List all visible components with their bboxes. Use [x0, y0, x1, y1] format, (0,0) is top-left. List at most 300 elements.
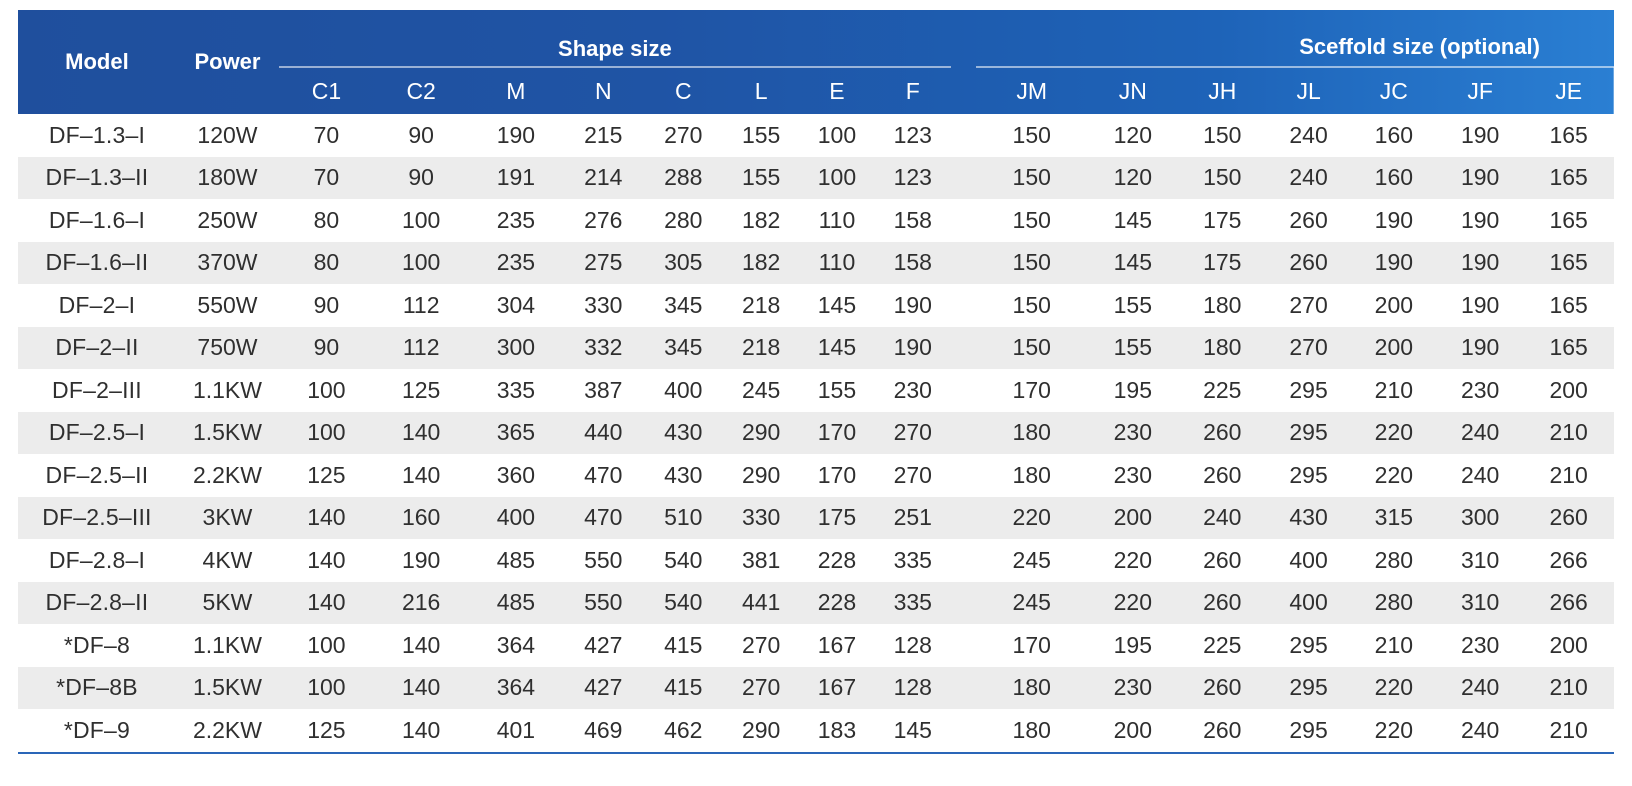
shape-size-cell: 123 — [875, 157, 951, 200]
scaffold-size-cell: 150 — [976, 284, 1088, 327]
shape-size-cell: 275 — [563, 242, 643, 285]
shape-size-cell: 332 — [563, 327, 643, 370]
shape-size-cell: 145 — [875, 709, 951, 753]
model-cell: DF–2–II — [18, 327, 176, 370]
shape-size-cell: 345 — [643, 327, 723, 370]
scaffold-size-cell: 225 — [1178, 624, 1266, 667]
shape-column-header: E — [829, 77, 845, 104]
scaffold-size-cell: 190 — [1351, 199, 1437, 242]
shape-size-cell: 125 — [374, 369, 469, 412]
shape-size-cell: 364 — [469, 667, 564, 710]
shape-size-cell: 128 — [875, 624, 951, 667]
row-gap — [951, 497, 976, 540]
table-body — [18, 114, 1614, 753]
scaffold-size-cell: 210 — [1351, 624, 1437, 667]
scaffold-size-cell: 245 — [976, 582, 1088, 625]
shape-size-cell: 214 — [563, 157, 643, 200]
model-cell: *DF–8B — [18, 667, 176, 710]
shape-size-cell: 540 — [643, 539, 723, 582]
scaffold-size-cell: 210 — [1523, 412, 1614, 455]
shape-size-cell: 270 — [875, 454, 951, 497]
shape-size-cell: 140 — [374, 624, 469, 667]
scaffold-size-cell: 195 — [1088, 369, 1179, 412]
power-cell: 1.5KW — [176, 412, 279, 455]
shape-size-cell: 100 — [374, 242, 469, 285]
scaffold-size-cell: 220 — [1351, 412, 1437, 455]
model-cell: DF–2.8–II — [18, 582, 176, 625]
shape-size-cell: 427 — [563, 624, 643, 667]
shape-size-cell: 304 — [469, 284, 564, 327]
shape-size-cell: 364 — [469, 624, 564, 667]
model-header: Model — [65, 49, 129, 74]
scaffold-size-cell: 200 — [1523, 624, 1614, 667]
power-cell: 2.2KW — [176, 454, 279, 497]
table-row — [18, 114, 1614, 157]
shape-size-cell: 345 — [643, 284, 723, 327]
shape-size-cell: 155 — [723, 114, 799, 157]
shape-size-cell: 100 — [279, 624, 374, 667]
table-row — [18, 497, 1614, 540]
scaffold-size-cell: 190 — [1351, 242, 1437, 285]
shape-size-cell: 100 — [279, 412, 374, 455]
shape-size-cell: 100 — [279, 667, 374, 710]
scaffold-size-cell: 220 — [1088, 539, 1179, 582]
model-cell: DF–1.6–II — [18, 242, 176, 285]
scaffold-size-header: Sceffold size (optional) — [976, 10, 1614, 67]
shape-size-cell: 218 — [723, 284, 799, 327]
table-row — [18, 284, 1614, 327]
shape-size-cell: 140 — [374, 709, 469, 753]
shape-size-cell: 167 — [799, 667, 875, 710]
header-group-row — [18, 10, 1614, 67]
scaffold-size-cell: 160 — [1351, 157, 1437, 200]
shape-size-cell: 485 — [469, 539, 564, 582]
scaffold-size-cell: 220 — [1351, 667, 1437, 710]
shape-size-cell: 100 — [279, 369, 374, 412]
scaffold-size-cell: 210 — [1523, 709, 1614, 753]
scaffold-size-cell: 180 — [976, 454, 1088, 497]
power-cell: 250W — [176, 199, 279, 242]
table-row — [18, 412, 1614, 455]
header-gap — [951, 10, 976, 67]
shape-column-header: N — [594, 77, 612, 104]
scaffold-size-cell: 400 — [1266, 582, 1350, 625]
model-cell: *DF–9 — [18, 709, 176, 753]
scaffold-size-cell: 150 — [1178, 114, 1266, 157]
shape-size-cell: 470 — [563, 454, 643, 497]
shape-size-cell: 270 — [643, 114, 723, 157]
power-cell: 4KW — [176, 539, 279, 582]
model-cell: DF–2.5–I — [18, 412, 176, 455]
shape-size-cell: 401 — [469, 709, 564, 753]
scaffold-size-cell: 160 — [1351, 114, 1437, 157]
scaffold-size-cell: 270 — [1266, 327, 1350, 370]
model-cell: DF–2.5–II — [18, 454, 176, 497]
scaffold-size-cell: 180 — [976, 667, 1088, 710]
shape-size-cell: 235 — [469, 199, 564, 242]
table-row — [18, 199, 1614, 242]
scaffold-size-cell: 170 — [976, 624, 1088, 667]
shape-size-cell: 400 — [469, 497, 564, 540]
scaffold-size-cell: 210 — [1523, 667, 1614, 710]
scaffold-size-cell: 240 — [1437, 667, 1523, 710]
scaffold-column-header: JF — [1467, 77, 1493, 104]
table-row — [18, 157, 1614, 200]
shape-size-cell: 427 — [563, 667, 643, 710]
scaffold-size-cell: 145 — [1088, 199, 1179, 242]
table-row — [18, 667, 1614, 710]
shape-size-cell: 70 — [279, 114, 374, 157]
scaffold-size-cell: 240 — [1266, 114, 1350, 157]
model-cell: DF–1.3–II — [18, 157, 176, 200]
power-cell: 2.2KW — [176, 709, 279, 753]
scaffold-column-header: JM — [1016, 77, 1048, 104]
shape-size-cell: 270 — [875, 412, 951, 455]
shape-size-cell: 110 — [799, 199, 875, 242]
scaffold-size-cell: 175 — [1178, 242, 1266, 285]
shape-size-cell: 90 — [374, 114, 469, 157]
power-cell: 1.1KW — [176, 369, 279, 412]
scaffold-size-cell: 150 — [976, 327, 1088, 370]
scaffold-column-header: JN — [1118, 77, 1147, 104]
shape-size-cell: 540 — [643, 582, 723, 625]
scaffold-size-cell: 165 — [1523, 199, 1614, 242]
scaffold-size-cell: 225 — [1178, 369, 1266, 412]
scaffold-size-cell: 430 — [1266, 497, 1350, 540]
scaffold-size-cell: 190 — [1437, 327, 1523, 370]
row-gap — [951, 667, 976, 710]
shape-size-cell: 230 — [875, 369, 951, 412]
scaffold-size-cell: 180 — [1178, 327, 1266, 370]
row-gap — [951, 242, 976, 285]
shape-size-cell: 251 — [875, 497, 951, 540]
shape-size-cell: 125 — [279, 454, 374, 497]
table-row — [18, 242, 1614, 285]
scaffold-size-cell: 230 — [1088, 412, 1179, 455]
shape-column-header: C1 — [311, 77, 342, 104]
shape-size-cell: 182 — [723, 242, 799, 285]
scaffold-size-cell: 190 — [1437, 114, 1523, 157]
shape-size-cell: 112 — [374, 327, 469, 370]
scaffold-size-cell: 165 — [1523, 327, 1614, 370]
scaffold-size-cell: 260 — [1523, 497, 1614, 540]
shape-size-cell: 510 — [643, 497, 723, 540]
shape-size-cell: 167 — [799, 624, 875, 667]
shape-size-cell: 112 — [374, 284, 469, 327]
scaffold-size-cell: 295 — [1266, 709, 1350, 753]
scaffold-size-cell: 260 — [1178, 539, 1266, 582]
shape-size-cell: 80 — [279, 242, 374, 285]
shape-size-cell: 218 — [723, 327, 799, 370]
shape-size-cell: 158 — [875, 242, 951, 285]
scaffold-column-header: JL — [1296, 77, 1321, 104]
shape-column-header: F — [905, 77, 920, 104]
shape-size-cell: 170 — [799, 412, 875, 455]
scaffold-size-cell: 180 — [976, 709, 1088, 753]
scaffold-size-cell: 200 — [1088, 709, 1179, 753]
scaffold-size-cell: 220 — [1088, 582, 1179, 625]
row-gap — [951, 284, 976, 327]
scaffold-size-cell: 190 — [1437, 284, 1523, 327]
shape-size-cell: 430 — [643, 454, 723, 497]
shape-size-cell: 145 — [799, 284, 875, 327]
scaffold-size-cell: 200 — [1088, 497, 1179, 540]
scaffold-size-cell: 210 — [1351, 369, 1437, 412]
scaffold-size-cell: 230 — [1437, 624, 1523, 667]
power-cell: 550W — [176, 284, 279, 327]
table-row — [18, 624, 1614, 667]
power-cell: 180W — [176, 157, 279, 200]
scaffold-size-cell: 230 — [1088, 454, 1179, 497]
shape-size-cell: 190 — [875, 327, 951, 370]
shape-size-cell: 400 — [643, 369, 723, 412]
shape-size-cell: 280 — [643, 199, 723, 242]
shape-size-cell: 190 — [469, 114, 564, 157]
shape-size-cell: 215 — [563, 114, 643, 157]
table-row — [18, 369, 1614, 412]
scaffold-size-cell: 150 — [1178, 157, 1266, 200]
shape-size-cell: 441 — [723, 582, 799, 625]
shape-size-cell: 415 — [643, 624, 723, 667]
scaffold-size-cell: 120 — [1088, 157, 1179, 200]
table-row — [18, 709, 1614, 753]
shape-size-cell: 100 — [799, 157, 875, 200]
scaffold-size-cell: 165 — [1523, 114, 1614, 157]
scaffold-size-cell: 180 — [1178, 284, 1266, 327]
scaffold-size-cell: 155 — [1088, 284, 1179, 327]
shape-size-cell: 90 — [279, 284, 374, 327]
shape-size-cell: 270 — [723, 624, 799, 667]
scaffold-size-cell: 150 — [976, 242, 1088, 285]
shape-size-cell: 155 — [723, 157, 799, 200]
row-gap — [951, 454, 976, 497]
table-row — [18, 582, 1614, 625]
shape-size-cell: 330 — [563, 284, 643, 327]
shape-size-cell: 123 — [875, 114, 951, 157]
shape-size-cell: 335 — [875, 582, 951, 625]
power-cell: 120W — [176, 114, 279, 157]
scaffold-size-cell: 150 — [976, 114, 1088, 157]
model-cell: DF–2.8–I — [18, 539, 176, 582]
shape-size-cell: 470 — [563, 497, 643, 540]
row-gap — [951, 369, 976, 412]
scaffold-size-cell: 295 — [1266, 369, 1350, 412]
scaffold-size-cell: 200 — [1523, 369, 1614, 412]
scaffold-size-cell: 295 — [1266, 667, 1350, 710]
scaffold-size-cell: 260 — [1266, 242, 1350, 285]
scaffold-size-cell: 240 — [1437, 709, 1523, 753]
shape-size-cell: 125 — [279, 709, 374, 753]
scaffold-size-cell: 230 — [1437, 369, 1523, 412]
shape-size-cell: 190 — [374, 539, 469, 582]
spec-table-panel — [18, 10, 1614, 772]
row-gap — [951, 709, 976, 753]
shape-column-header: C — [674, 77, 692, 104]
scaffold-size-cell: 260 — [1178, 582, 1266, 625]
scaffold-size-cell: 170 — [976, 369, 1088, 412]
shape-size-cell: 140 — [374, 412, 469, 455]
model-cell: DF–1.3–I — [18, 114, 176, 157]
shape-size-cell: 175 — [799, 497, 875, 540]
shape-size-cell: 183 — [799, 709, 875, 753]
scaffold-size-cell: 240 — [1437, 454, 1523, 497]
shape-size-cell: 290 — [723, 412, 799, 455]
row-gap — [951, 199, 976, 242]
shape-size-cell: 100 — [374, 199, 469, 242]
shape-column-header: L — [754, 77, 768, 104]
shape-size-cell: 235 — [469, 242, 564, 285]
scaffold-size-cell: 270 — [1266, 284, 1350, 327]
shape-size-cell: 160 — [374, 497, 469, 540]
power-cell: 5KW — [176, 582, 279, 625]
shape-size-cell: 270 — [723, 667, 799, 710]
shape-size-cell: 290 — [723, 454, 799, 497]
scaffold-size-cell: 240 — [1266, 157, 1350, 200]
shape-size-cell: 290 — [723, 709, 799, 753]
shape-size-cell: 158 — [875, 199, 951, 242]
shape-column-header: M — [506, 77, 526, 104]
shape-size-cell: 245 — [723, 369, 799, 412]
shape-size-cell: 182 — [723, 199, 799, 242]
scaffold-size-cell: 266 — [1523, 582, 1614, 625]
shape-size-cell: 140 — [279, 539, 374, 582]
shape-size-cell: 387 — [563, 369, 643, 412]
shape-size-cell: 462 — [643, 709, 723, 753]
scaffold-size-cell: 280 — [1351, 539, 1437, 582]
power-cell: 3KW — [176, 497, 279, 540]
scaffold-size-cell: 220 — [976, 497, 1088, 540]
row-gap — [951, 114, 976, 157]
scaffold-size-cell: 150 — [976, 157, 1088, 200]
shape-size-cell: 90 — [279, 327, 374, 370]
power-cell: 1.1KW — [176, 624, 279, 667]
scaffold-size-cell: 175 — [1178, 199, 1266, 242]
shape-size-cell: 100 — [799, 114, 875, 157]
shape-size-cell: 430 — [643, 412, 723, 455]
shape-size-cell: 365 — [469, 412, 564, 455]
power-header: Power — [194, 49, 261, 74]
scaffold-size-cell: 220 — [1351, 709, 1437, 753]
shape-size-cell: 550 — [563, 539, 643, 582]
row-gap — [951, 582, 976, 625]
scaffold-size-cell: 260 — [1178, 454, 1266, 497]
shape-column-header: C2 — [406, 77, 436, 104]
scaffold-size-cell: 295 — [1266, 454, 1350, 497]
model-cell: DF–1.6–I — [18, 199, 176, 242]
table-row — [18, 454, 1614, 497]
shape-size-cell: 80 — [279, 199, 374, 242]
shape-size-cell: 228 — [799, 539, 875, 582]
model-cell: DF–2–III — [18, 369, 176, 412]
scaffold-size-cell: 120 — [1088, 114, 1179, 157]
scaffold-size-cell: 165 — [1523, 242, 1614, 285]
shape-size-cell: 190 — [875, 284, 951, 327]
scaffold-column-header: JC — [1379, 77, 1408, 104]
shape-size-cell: 170 — [799, 454, 875, 497]
scaffold-size-cell: 200 — [1351, 284, 1437, 327]
scaffold-size-cell: 400 — [1266, 539, 1350, 582]
row-gap — [951, 412, 976, 455]
shape-size-cell: 90 — [374, 157, 469, 200]
model-cell: DF–2–I — [18, 284, 176, 327]
shape-size-cell: 305 — [643, 242, 723, 285]
scaffold-size-cell: 260 — [1266, 199, 1350, 242]
shape-size-cell: 140 — [374, 667, 469, 710]
scaffold-size-cell: 260 — [1178, 709, 1266, 753]
shape-size-cell: 145 — [799, 327, 875, 370]
scaffold-size-cell: 190 — [1437, 199, 1523, 242]
scaffold-size-cell: 195 — [1088, 624, 1179, 667]
shape-size-header: Shape size — [279, 10, 951, 67]
shape-size-cell: 110 — [799, 242, 875, 285]
shape-size-cell: 469 — [563, 709, 643, 753]
table-row — [18, 327, 1614, 370]
shape-size-cell: 140 — [279, 582, 374, 625]
shape-size-cell: 228 — [799, 582, 875, 625]
scaffold-size-cell: 310 — [1437, 539, 1523, 582]
scaffold-size-cell: 220 — [1351, 454, 1437, 497]
scaffold-size-cell: 245 — [976, 539, 1088, 582]
scaffold-size-cell: 295 — [1266, 412, 1350, 455]
shape-size-cell: 300 — [469, 327, 564, 370]
shape-size-cell: 440 — [563, 412, 643, 455]
dimension-table — [18, 10, 1614, 754]
scaffold-size-cell: 165 — [1523, 284, 1614, 327]
scaffold-size-cell: 260 — [1178, 667, 1266, 710]
scaffold-size-cell: 315 — [1351, 497, 1437, 540]
scaffold-size-cell: 310 — [1437, 582, 1523, 625]
shape-size-cell: 415 — [643, 667, 723, 710]
scaffold-size-cell: 240 — [1178, 497, 1266, 540]
power-cell: 1.5KW — [176, 667, 279, 710]
scaffold-size-cell: 200 — [1351, 327, 1437, 370]
model-cell: DF–2.5–III — [18, 497, 176, 540]
scaffold-column-header: JE — [1555, 77, 1583, 104]
scaffold-size-cell: 150 — [976, 199, 1088, 242]
row-gap — [951, 624, 976, 667]
scaffold-size-cell: 230 — [1088, 667, 1179, 710]
shape-size-cell: 485 — [469, 582, 564, 625]
row-gap — [951, 539, 976, 582]
power-cell: 370W — [176, 242, 279, 285]
row-gap — [951, 157, 976, 200]
model-cell: *DF–8 — [18, 624, 176, 667]
shape-size-cell: 216 — [374, 582, 469, 625]
scaffold-size-cell: 280 — [1351, 582, 1437, 625]
scaffold-size-cell: 260 — [1178, 412, 1266, 455]
shape-size-cell: 381 — [723, 539, 799, 582]
shape-size-cell: 140 — [374, 454, 469, 497]
scaffold-size-cell: 240 — [1437, 412, 1523, 455]
row-gap — [951, 327, 976, 370]
table-header — [18, 10, 1614, 114]
shape-size-cell: 335 — [875, 539, 951, 582]
scaffold-size-cell: 190 — [1437, 242, 1523, 285]
shape-size-cell: 128 — [875, 667, 951, 710]
shape-size-cell: 70 — [279, 157, 374, 200]
shape-size-cell: 360 — [469, 454, 564, 497]
scaffold-size-cell: 180 — [976, 412, 1088, 455]
scaffold-size-cell: 210 — [1523, 454, 1614, 497]
shape-size-cell: 191 — [469, 157, 564, 200]
scaffold-size-cell: 165 — [1523, 157, 1614, 200]
scaffold-column-header: JH — [1208, 77, 1237, 104]
shape-size-cell: 330 — [723, 497, 799, 540]
scaffold-size-cell: 190 — [1437, 157, 1523, 200]
shape-size-cell: 550 — [563, 582, 643, 625]
column-gap — [951, 67, 976, 114]
shape-size-cell: 288 — [643, 157, 723, 200]
